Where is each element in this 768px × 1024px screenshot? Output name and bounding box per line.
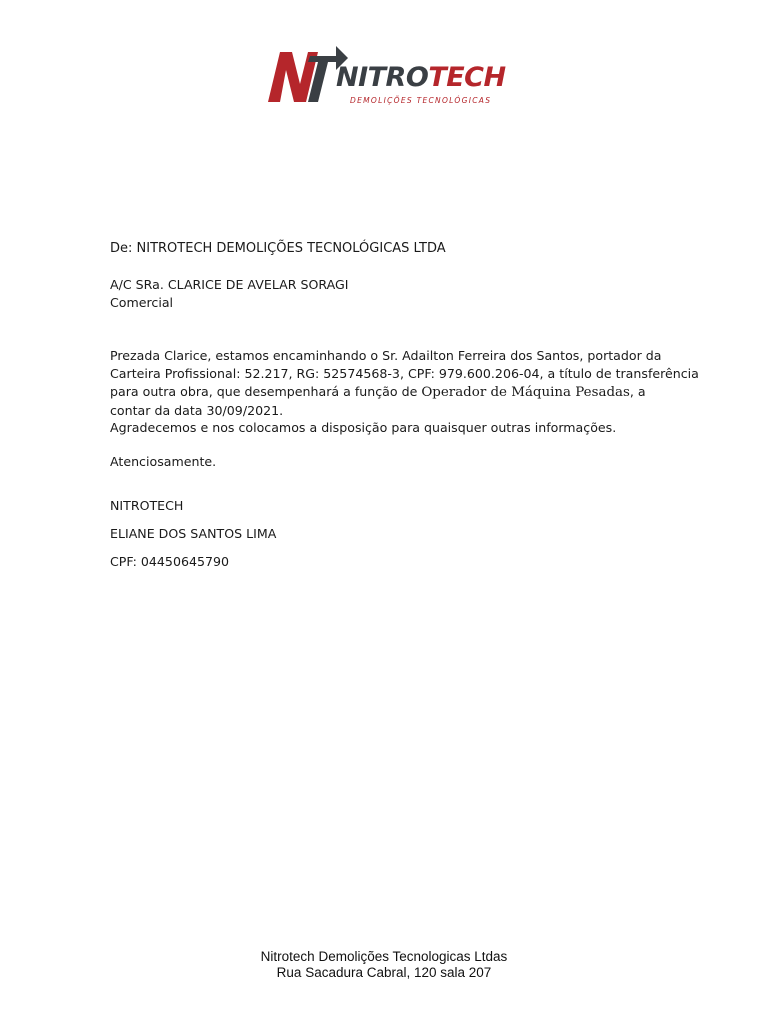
sender-line: De: NITROTECH DEMOLIÇÕES TECNOLÓGICAS LTDA (110, 241, 446, 256)
company-logo (266, 40, 506, 106)
signature-company: NITROTECH (110, 498, 184, 513)
signature-cpf: CPF: 04450645790 (110, 554, 230, 569)
logo-wordmark-nitro: NITRO (336, 62, 429, 93)
logo-tagline: DEMOLIÇÕES TECNOLÓGICAS (350, 96, 492, 105)
closing-line: Atenciosamente. (110, 454, 217, 469)
logo-wordmark-tech: TECH (428, 62, 506, 93)
logo-wordmark (336, 64, 506, 91)
paragraph-line-3-start: para outra obra, que desempenhará a função de (110, 384, 422, 399)
thanks-line: Agradecemos e nos colocamos a disposição para quaisquer outras informações. (110, 420, 617, 435)
department-line: Comercial (110, 295, 174, 310)
paragraph-line-1: Prezada Clarice, estamos encaminhando o Sr. Adailton Ferreira dos Santos, portador da (110, 348, 662, 363)
body-paragraph (110, 347, 699, 420)
footer-address: Rua Sacadura Cabral, 120 sala 207 (276, 965, 492, 980)
signature-name: ELIANE DOS SANTOS LIMA (110, 526, 277, 541)
paragraph-line-2: Carteira Profissional: 52.217, RG: 52574568-3, CPF: 979.600.206-04, a título de transferência (110, 366, 699, 381)
job-title: Operador de Máquina Pesadas (421, 385, 630, 400)
paragraph-line-3-end: , a (629, 384, 646, 399)
paragraph-line-3 (110, 383, 699, 402)
footer-company: Nitrotech Demolições Tecnologicas Ltdas (260, 949, 508, 964)
attention-line: A/C SRa. CLARICE DE AVELAR SORAGI (110, 277, 349, 292)
paragraph-line-4: contar da data 30/09/2021. (110, 403, 284, 418)
